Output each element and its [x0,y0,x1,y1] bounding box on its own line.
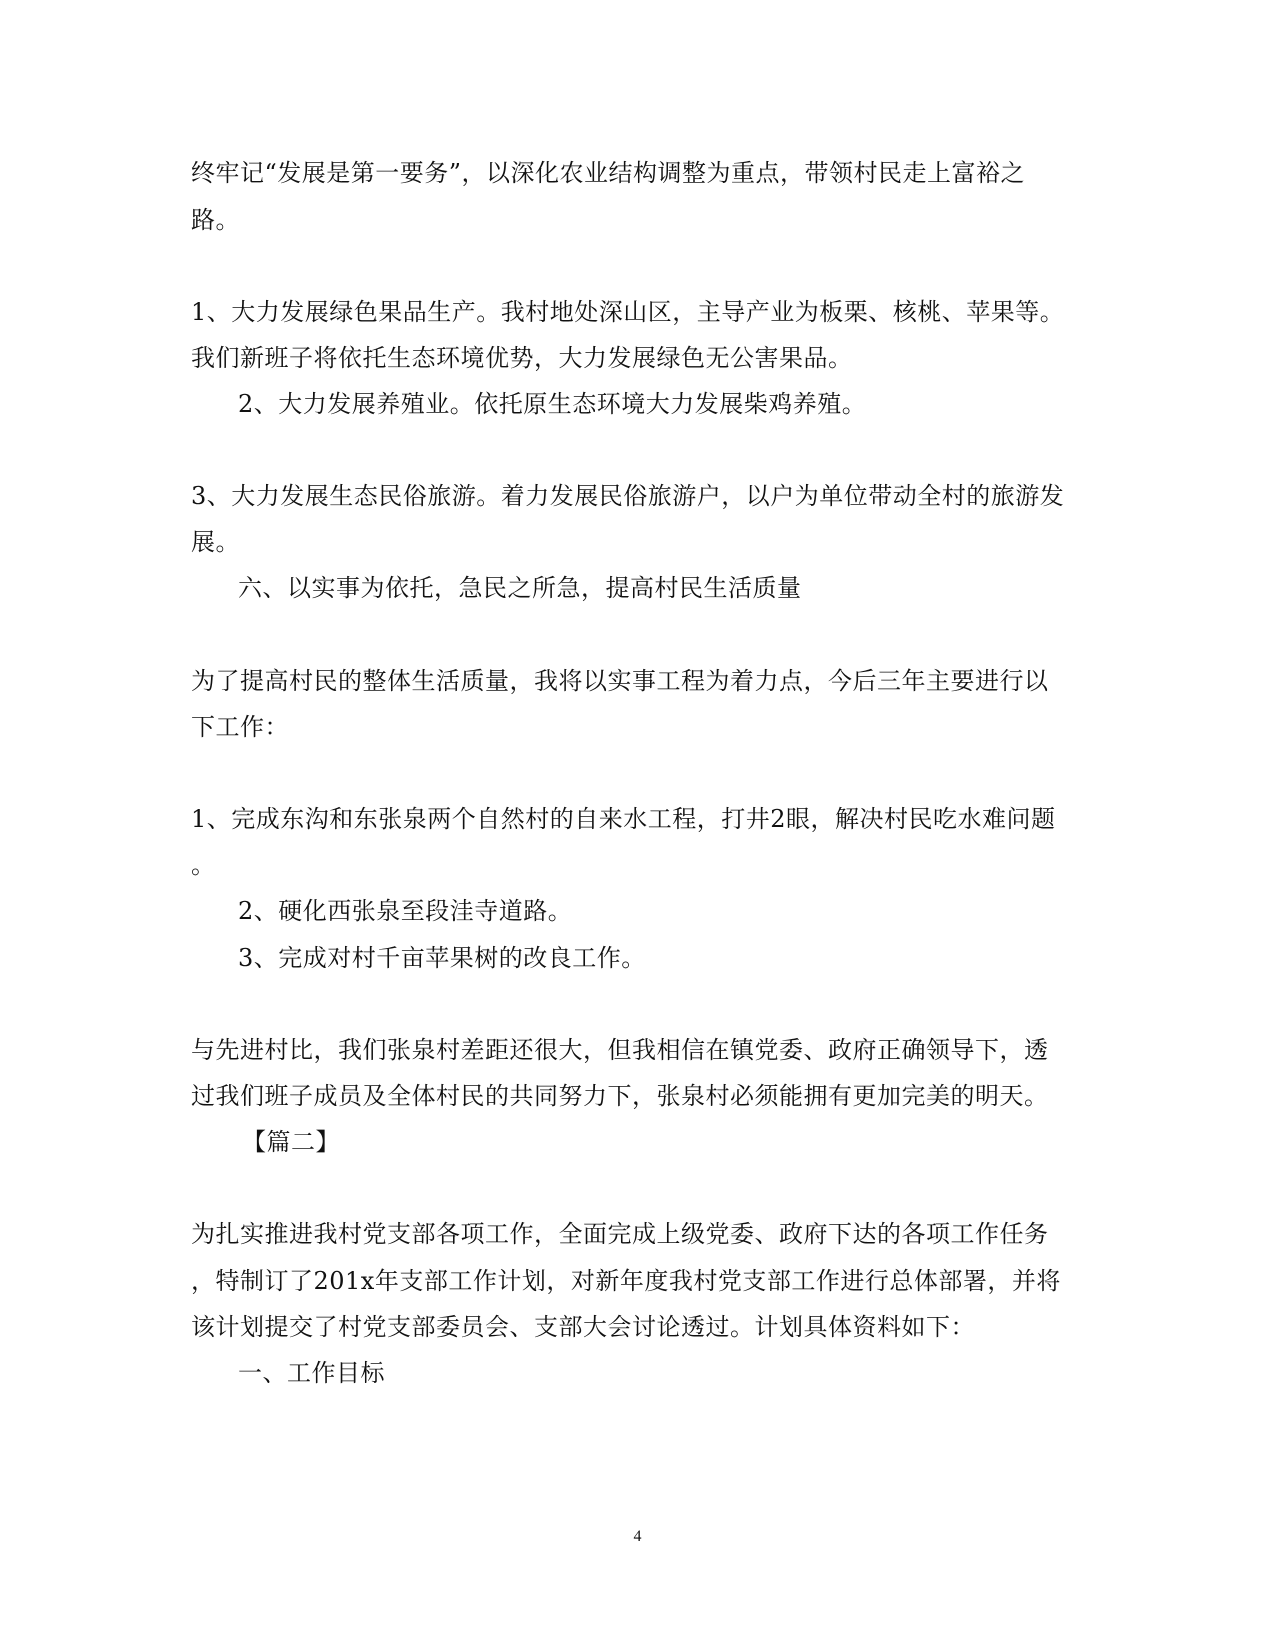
text-line: 该计划提交了村党支部委员会、支部大会讨论透过。计划具体资料如下： [191,1313,975,1341]
section-heading: 【篇二】 [242,1128,340,1156]
text-line: 我们新班子将依托生态环境优势，大力发展绿色无公害果品。 [191,344,853,372]
text-line: 与先进村比，我们张泉村差距还很大，但我相信在镇党委、政府正确领导下，透 [191,1036,1049,1064]
text-line: 1、完成东沟和东张泉两个自然村的自来水工程，打井2眼，解决村民吃水难问题 [191,805,1056,833]
text-line: 2、硬化西张泉至段洼寺道路。 [238,897,573,925]
text-line: 3、大力发展生态民俗旅游。着力发展民俗旅游户，以户为单位带动全村的旅游发 [191,482,1065,510]
text-line: 2、大力发展养殖业。依托原生态环境大力发展柴鸡养殖。 [238,390,867,418]
page-number: 4 [633,1528,642,1545]
text-line: 为了提高村民的整体生活质量，我将以实事工程为着力点，今后三年主要进行以 [191,667,1049,695]
section-heading: 一、工作目标 [238,1359,385,1387]
section-heading: 六、以实事为依托，急民之所急，提高村民生活质量 [238,574,802,602]
text-line: ，特制订了201x年支部工作计划，对新年度我村党支部工作进行总体部署，并将 [191,1267,1061,1295]
text-line: 过我们班子成员及全体村民的共同努力下，张泉村必须能拥有更加完美的明天。 [191,1082,1049,1110]
text-line: 展。 [191,528,240,556]
text-line: 。 [191,851,216,879]
text-line: 为扎实推进我村党支部各项工作，全面完成上级党委、政府下达的各项工作任务 [191,1220,1049,1248]
text-line: 下工作： [191,713,289,741]
text-line: 1、大力发展绿色果品生产。我村地处深山区，主导产业为板栗、核桃、苹果等。 [191,298,1065,326]
text-line: 3、完成对村千亩苹果树的改良工作。 [238,944,646,972]
text-line: 路。 [191,206,240,234]
text-line: 终牢记“发展是第一要务”，以深化农业结构调整为重点，带领村民走上富裕之 [191,159,1026,187]
